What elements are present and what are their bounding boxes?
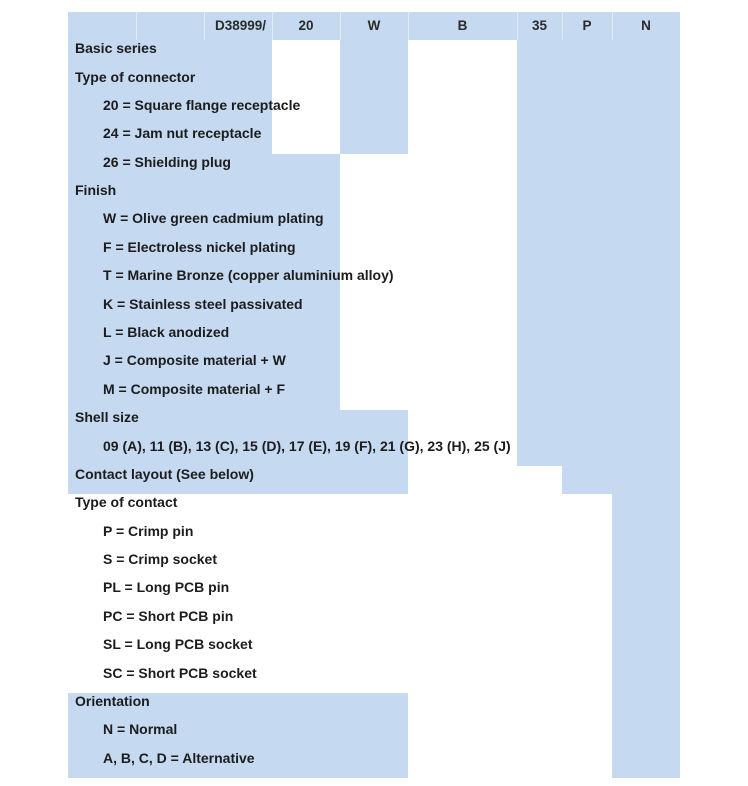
list-item: 20 = Square flange receptacle xyxy=(103,97,301,113)
section-title-type-of-contact: Type of contact xyxy=(75,494,178,510)
section-title-orientation: Orientation xyxy=(75,693,150,709)
list-item: K = Stainless steel passivated xyxy=(103,296,303,312)
column-strip-shell xyxy=(517,40,562,466)
list-item: S = Crimp socket xyxy=(103,551,217,567)
list-item: L = Black anodized xyxy=(103,324,230,340)
list-item: 24 = Jam nut receptacle xyxy=(103,125,262,141)
header-cell-orientation: N xyxy=(641,18,651,33)
header-cell-contact-layout: 35 xyxy=(531,18,548,33)
list-item: F = Electroless nickel plating xyxy=(103,239,296,255)
list-item: P = Crimp pin xyxy=(103,523,194,539)
list-item: SL = Long PCB socket xyxy=(103,636,253,652)
list-item: A, B, C, D = Alternative xyxy=(103,750,255,766)
header-cell-contact-type: P xyxy=(582,18,592,33)
list-item: T = Marine Bronze (copper aluminium alloy) xyxy=(103,267,394,283)
part-number-table xyxy=(68,12,680,778)
list-item: PL = Long PCB pin xyxy=(103,579,230,595)
section-title-shell-size: Shell size xyxy=(75,409,139,425)
section-title-finish: Finish xyxy=(75,182,117,198)
column-strip-contact-type xyxy=(562,40,612,494)
list-item: M = Composite material + F xyxy=(103,381,286,397)
header-cell-connector: 20 xyxy=(298,18,314,33)
header-cell-finish: W xyxy=(367,18,381,33)
section-title-basic-series: Basic series xyxy=(75,40,157,56)
list-item: N = Normal xyxy=(103,721,178,737)
list-item: 26 = Shielding plug xyxy=(103,154,231,170)
list-item: SC = Short PCB socket xyxy=(103,665,257,681)
column-strip-orientation xyxy=(612,12,680,778)
list-item: 09 (A), 11 (B), 13 (C), 15 (D), 17 (E), 19 (F), 21 (G), 23 (H), 25 (J) xyxy=(103,438,511,454)
list-item: J = Composite material + W xyxy=(103,352,286,368)
header-cell-shell-size: B xyxy=(457,18,468,33)
header-cell-basic: D38999/ xyxy=(214,18,266,33)
list-item: PC = Short PCB pin xyxy=(103,608,234,624)
section-title-contact-layout: Contact layout (See below) xyxy=(75,466,254,482)
white-area-shell xyxy=(408,40,517,466)
list-item: W = Olive green cadmium plating xyxy=(103,210,324,226)
section-title-type-of-connector: Type of connector xyxy=(75,69,196,85)
